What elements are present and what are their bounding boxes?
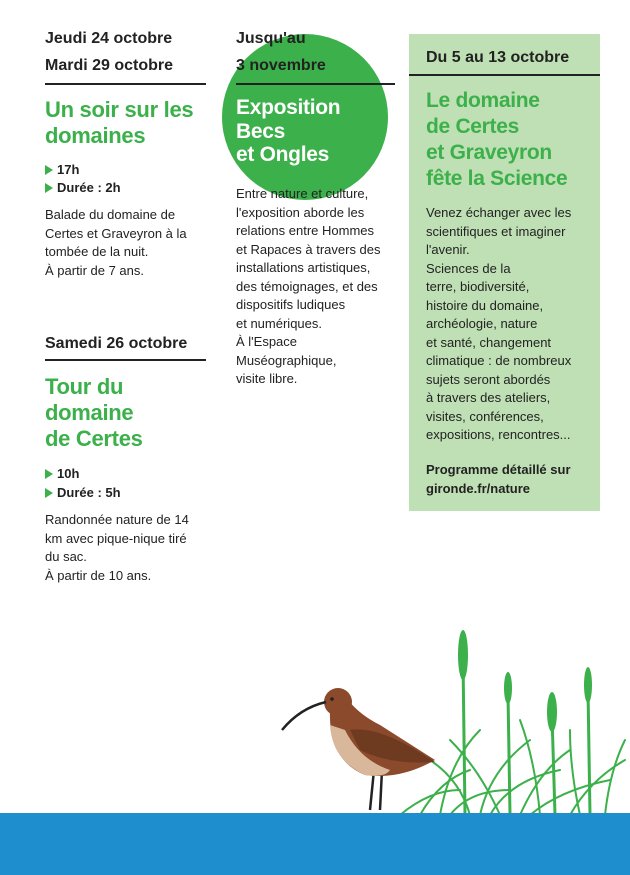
event2-duration xyxy=(45,483,121,502)
science-title: Le domaine de Certes et Graveyron fête la Science xyxy=(426,89,568,190)
event1-description: Balade du domaine de Certes et Graveyron à la tombée de la nuit. À partir de 7 ans. xyxy=(45,207,187,278)
expo-description: Entre nature et culture, l'exposition aborde les relations entre Hommes et Rapaces à travers des installations artistiques, des témoignages, et des dispositifs ludiques et numériques. À l'Espace Muséographique, visite libre. xyxy=(236,186,381,386)
event1-time xyxy=(45,160,79,179)
event1-time-text: 17h xyxy=(57,162,80,177)
science-date: Du 5 au 13 octobre xyxy=(426,49,570,66)
event2-date: Samedi 26 octobre xyxy=(45,335,188,352)
event1-rule xyxy=(45,83,206,85)
expo-date-line1: Jusqu'au xyxy=(236,30,306,47)
science-program: Programme détaillé sur gironde.fr/nature xyxy=(426,462,571,496)
reeds-icon xyxy=(400,630,625,815)
event1-date-line2: Mardi 29 octobre xyxy=(45,57,174,74)
expo-date-line2: 3 novembre xyxy=(236,57,326,74)
event1-title: Un soir sur les domaines xyxy=(45,97,194,148)
event2-duration-text: Durée : 5h xyxy=(57,485,121,500)
event1-duration-text: Durée : 2h xyxy=(57,180,121,195)
bullet-arrow-icon xyxy=(45,488,53,498)
event1-date-line1: Jeudi 24 octobre xyxy=(45,30,173,47)
science-description: Venez échanger avec les scientifiques et imaginer l'avenir. Sciences de la terre, biodiversité, histoire du domaine, archéologie, nature et santé, changement climatique : de nombreux sujets seront abordés à travers des ateliers, visites, conférences, expositions, rencontres... xyxy=(426,205,572,442)
event2-rule xyxy=(45,359,206,361)
science-rule xyxy=(409,74,600,76)
bullet-arrow-icon xyxy=(45,183,53,193)
event2-time xyxy=(45,464,79,483)
event2-description: Randonnée nature de 14 km avec pique-nique tiré du sac. À partir de 10 ans. xyxy=(45,512,189,583)
curlew-bird-icon xyxy=(282,688,435,810)
expo-title: Exposition Becs et Ongles xyxy=(236,96,341,166)
bullet-arrow-icon xyxy=(45,165,53,175)
expo-rule xyxy=(236,83,395,85)
water-band xyxy=(0,813,630,875)
bullet-arrow-icon xyxy=(45,469,53,479)
wetland-illustration xyxy=(270,620,630,820)
event1-duration xyxy=(45,178,121,197)
event2-time-text: 10h xyxy=(57,466,80,481)
event2-title: Tour du domaine de Certes xyxy=(45,374,143,451)
